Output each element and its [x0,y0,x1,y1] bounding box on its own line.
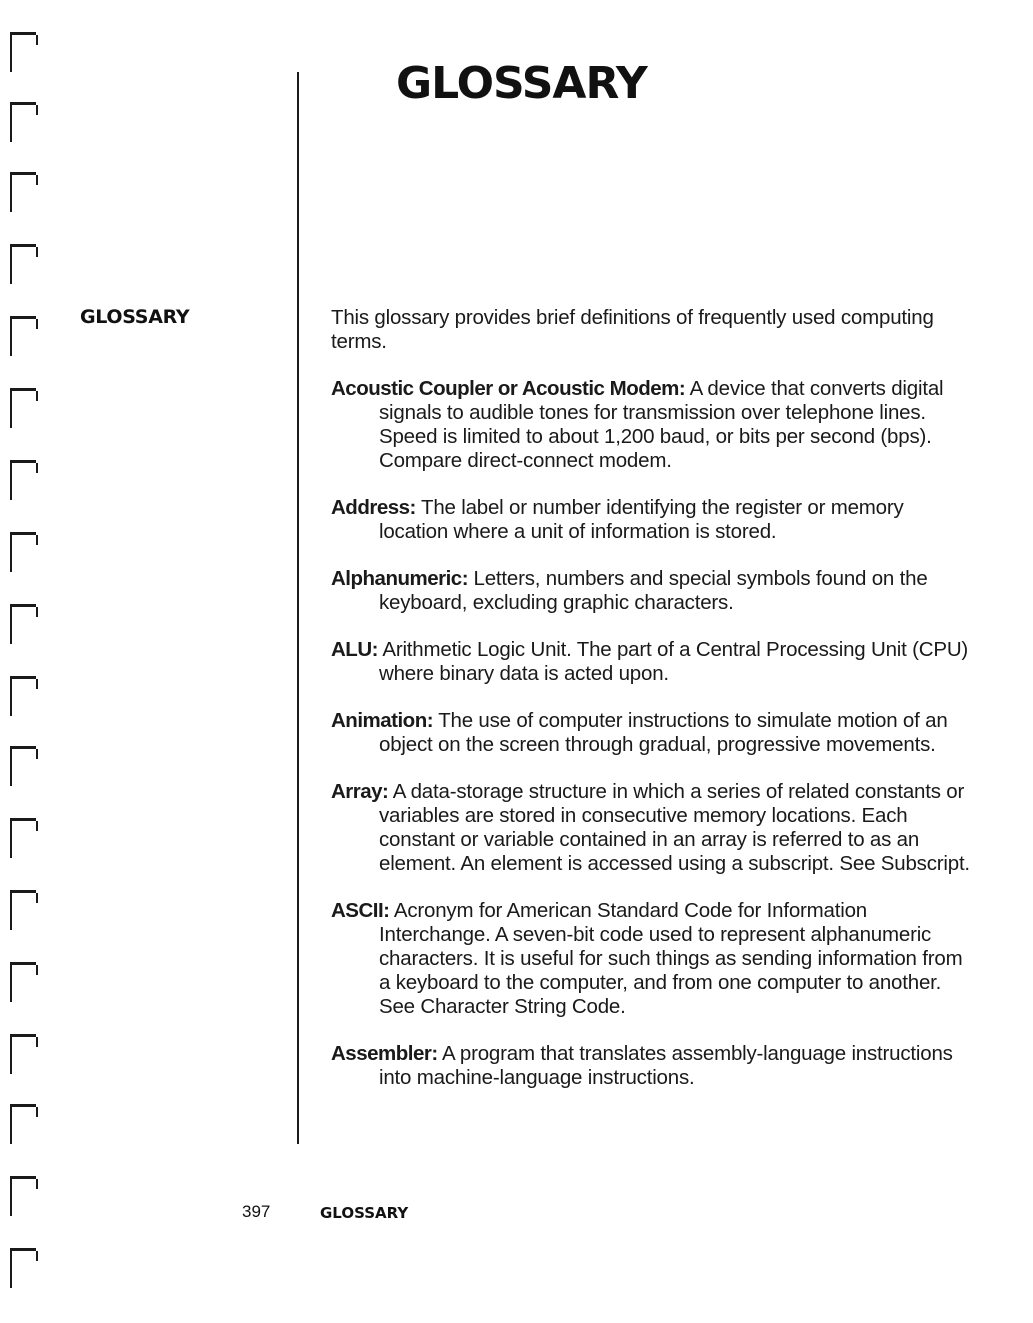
binding-hole [10,1104,36,1144]
binding-hole [10,1248,36,1288]
entry-definition: The use of computer instructions to simulate motion of an object on the screen through gradual, progressive movements. [379,709,948,756]
page-number: 397 [242,1202,271,1221]
glossary-entry [331,780,976,876]
glossary-content [331,306,976,1113]
entry-term: Alphanumeric: [331,567,469,590]
binding-hole [10,746,36,786]
binding-hole [10,604,36,644]
glossary-entry [331,377,976,473]
entry-term: Acoustic Coupler or Acoustic Modem: [331,377,686,400]
glossary-entry [331,1042,976,1090]
entry-term: ASCII: [331,899,390,922]
glossary-entry [331,709,976,757]
binding-hole [10,244,36,284]
binding-hole [10,532,36,572]
footer-label: GLOSSARY [320,1204,409,1222]
binding-hole [10,1176,36,1216]
binding-hole [10,102,36,142]
entry-term: ALU: [331,638,378,661]
column-divider [297,72,299,1144]
binding-hole [10,460,36,500]
entry-definition: Letters, numbers and special symbols found on the keyboard, excluding graphic characters. [379,567,928,614]
glossary-entry [331,567,976,615]
binding-hole [10,32,36,72]
entry-definition: Acronym for American Standard Code for Information Interchange. A seven-bit code used to represent alphanumeric characters. It is useful for such things as sending information from a keyboard to the computer, and from one computer to another. See Character String Code. [379,899,963,1018]
entry-term: Array: [331,780,389,803]
binding-holes [0,0,60,1323]
binding-hole [10,172,36,212]
entry-definition: A data-storage structure in which a series of related constants or variables are stored in consecutive memory locations. Each constant or variable contained in an array is referred to as an element. An element is accessed using a subscript. See Subscript. [379,780,970,875]
entry-term: Assembler: [331,1042,438,1065]
entry-definition: A device that converts digital signals to audible tones for transmission over telephone lines. Speed is limited to about 1,200 baud, or bits per second (bps). Compare direct-connect modem. [379,377,944,472]
entry-definition: The label or number identifying the register or memory location where a unit of information is stored. [379,496,904,543]
intro-paragraph: This glossary provides brief definitions of frequently used computing terms. [331,306,934,353]
entry-definition: Arithmetic Logic Unit. The part of a Central Processing Unit (CPU) where binary data is acted upon. [379,638,969,685]
binding-hole [10,962,36,1002]
page-title: GLOSSARY [396,58,647,109]
binding-hole [10,890,36,930]
binding-hole [10,818,36,858]
binding-hole [10,388,36,428]
glossary-entry [331,899,976,1019]
glossary-entry [331,496,976,544]
side-heading: GLOSSARY [80,306,190,328]
entry-term: Animation: [331,709,434,732]
binding-hole [10,316,36,356]
entry-definition: A program that translates assembly-language instructions into machine-language instructions. [379,1042,953,1089]
glossary-entry [331,638,976,686]
entry-term: Address: [331,496,416,519]
binding-hole [10,676,36,716]
binding-hole [10,1034,36,1074]
